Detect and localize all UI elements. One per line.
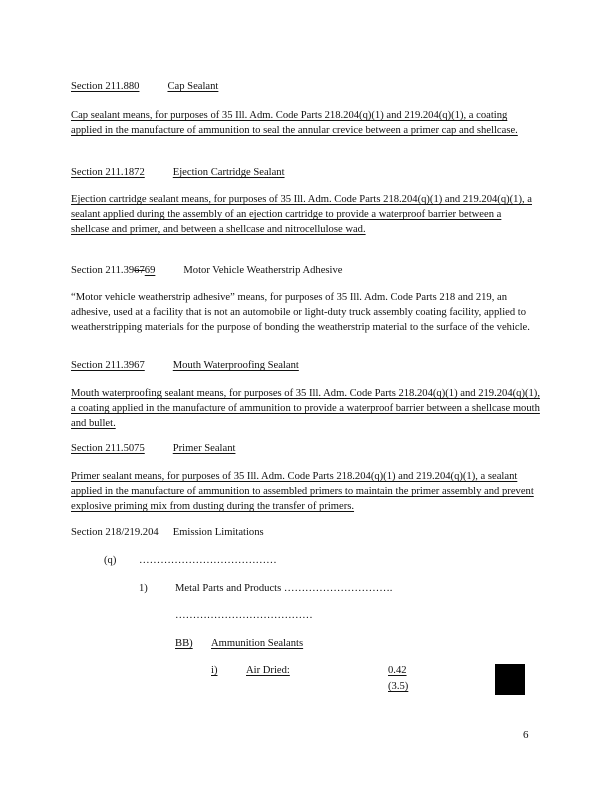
subsection-q-dots: ………………………………… bbox=[139, 555, 277, 566]
limit-value-alt: (3.5) bbox=[388, 681, 409, 692]
section-number: Section 211.39 bbox=[71, 265, 135, 276]
section-number: Section 211.3967 bbox=[71, 360, 145, 371]
section-primer-sealant-heading bbox=[71, 441, 541, 456]
item-i-label: i) bbox=[211, 665, 218, 676]
item-1-label: 1) bbox=[139, 583, 148, 594]
section-primer-sealant-body: Primer sealant means, for purposes of 35 Ill. Adm. Code Parts 218.204(q)(1) and 219.204(q)(1), a sealant applied in the manufacture of ammunition to assembled primers to maintain the primer assembly and prevent explosive priming mix from dusting during the transfer of primers. bbox=[71, 471, 534, 512]
section-cap-sealant-body: Cap sealant means, for purposes of 35 Ill. Adm. Code Parts 218.204(q)(1) and 219.204(q)(1), a coating applied in the manufacture of ammunition to seal the annular crevice between a primer cap and shellcase. bbox=[71, 110, 518, 136]
section-number: Section 211.5075 bbox=[71, 443, 145, 454]
limit-value: 0.42 bbox=[388, 665, 407, 676]
struck-digits: 67 bbox=[134, 265, 145, 276]
section-title: Mouth Waterproofing Sealant bbox=[172, 360, 299, 371]
inserted-digits: 69 bbox=[144, 265, 156, 276]
item-1-text: Metal Parts and Products …………………………. bbox=[175, 583, 393, 594]
section-ejection-cartridge-body: Ejection cartridge sealant means, for purposes of 35 Ill. Adm. Code Parts 218.204(q)(1) and 219.204(q)(1), a sealant applied during the assembly of an ejection cartridge to provide a waterproof barrier between a shellcase and primer, and between a shellcase and nitrocellulose wad. bbox=[71, 194, 533, 235]
section-title: Primer Sealant bbox=[172, 443, 236, 454]
item-1-dots: ………………………………… bbox=[175, 610, 313, 621]
item-bb-text: Ammunition Sealants bbox=[211, 638, 304, 649]
page-number: 6 bbox=[523, 729, 529, 741]
section-mouth-waterproofing-body: Mouth waterproofing sealant means, for purposes of 35 Ill. Adm. Code Parts 218.204(q)(1) and 219.204(q)(1), a coating applied in the manufacture of ammunition to provide a waterproof barrier between a shellcase mouth and bullet. bbox=[71, 388, 540, 429]
section-title: Cap Sealant bbox=[167, 81, 219, 92]
item-bb-label: BB) bbox=[175, 638, 193, 649]
section-number: Section 211.1872 bbox=[71, 167, 145, 178]
section-number: Section 218/219.204 bbox=[71, 527, 159, 538]
emission-limitations-heading bbox=[71, 525, 541, 540]
redaction-box bbox=[495, 664, 525, 695]
subsection-q-label: (q) bbox=[104, 555, 117, 566]
section-ejection-cartridge-heading bbox=[71, 165, 541, 180]
section-cap-sealant-heading bbox=[71, 79, 541, 94]
section-mouth-waterproofing-heading bbox=[71, 358, 541, 373]
section-number: Section 211.880 bbox=[71, 81, 140, 92]
section-title: Motor Vehicle Weatherstrip Adhesive bbox=[183, 265, 343, 276]
section-weatherstrip-heading bbox=[71, 263, 541, 278]
section-title: Emission Limitations bbox=[172, 527, 264, 538]
section-weatherstrip-body: “Motor vehicle weatherstrip adhesive” means, for purposes of 35 Ill. Adm. Code Parts 218 and 219, an adhesive, used at a facility that is not an automobile or light-duty truck assembly coating facility, applied to weatherstripping materials for the purpose of bonding the weatherstrip material to the surface of the vehicle. bbox=[71, 292, 530, 333]
item-i-text: Air Dried: bbox=[246, 665, 290, 676]
section-title: Ejection Cartridge Sealant bbox=[172, 167, 285, 178]
